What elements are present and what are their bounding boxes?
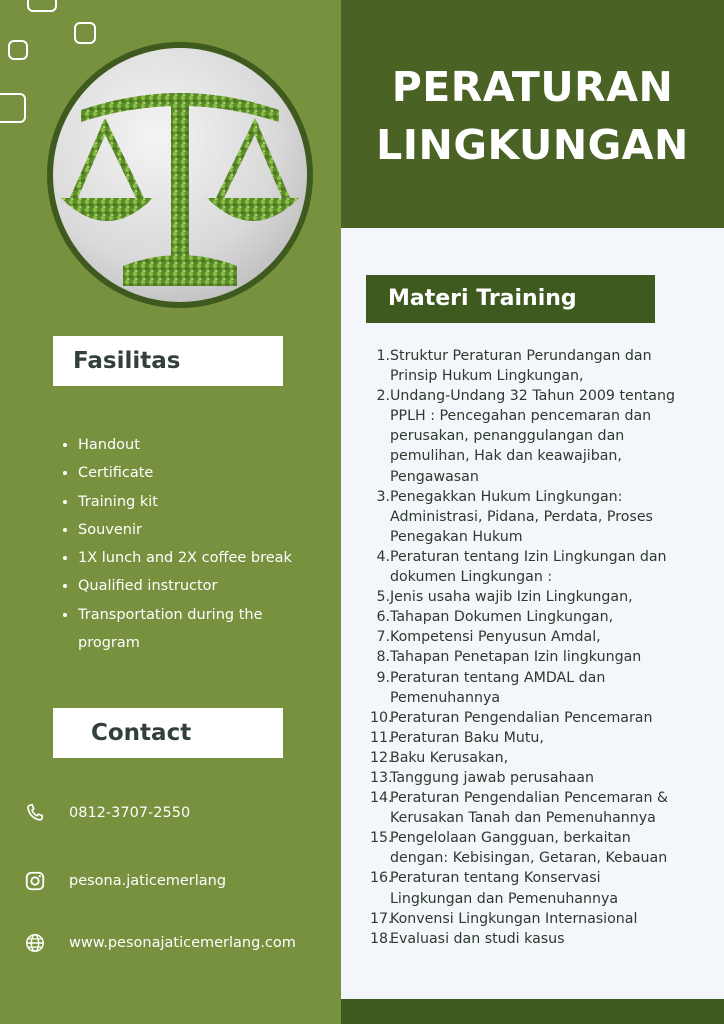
materi-item: 16. Peraturan tentang Konservasi Lingkungan dan Pemenuhannya bbox=[370, 870, 619, 907]
scales-emblem bbox=[47, 42, 313, 308]
contact-website[interactable]: www.pesonajaticemerlang.com bbox=[69, 935, 296, 951]
materi-item: 7. Kompetensi Penyusun Amdal, bbox=[376, 629, 601, 646]
decorative-square bbox=[27, 0, 57, 12]
materi-item: 17. Konvensi Lingkungan Internasional bbox=[370, 910, 638, 927]
materi-item: 5. Jenis usaha wajib Izin Lingkungan, bbox=[376, 589, 633, 606]
fasilitas-item: • Souvenir bbox=[78, 516, 292, 544]
materi-item: 11. Peraturan Baku Mutu, bbox=[370, 729, 544, 746]
fasilitas-list bbox=[60, 431, 292, 657]
fasilitas-item: • Certificate bbox=[78, 459, 292, 487]
contact-instagram[interactable]: pesona.jaticemerlang bbox=[69, 873, 227, 889]
materi-heading: Materi Training bbox=[388, 286, 577, 311]
contact-website-row bbox=[22, 930, 296, 956]
materi-item: 1. Struktur Peraturan Perundangan dan Prinsip Hukum Lingkungan, bbox=[376, 348, 652, 385]
materi-list bbox=[370, 346, 682, 949]
materi-heading-box bbox=[366, 275, 655, 323]
materi-item: 18. Evaluasi dan studi kasus bbox=[370, 930, 565, 947]
title-line-1: PERATURAN bbox=[391, 63, 674, 111]
fasilitas-item: • Handout bbox=[78, 431, 292, 459]
materi-item: 14. Peraturan Pengendalian Pencemaran & Kerusakan Tanah dan Pemenuhannya bbox=[370, 790, 669, 827]
materi-item: 6. Tahapan Dokumen Lingkungan, bbox=[376, 609, 614, 626]
decorative-square bbox=[0, 93, 26, 123]
materi-item: 3. Penegakkan Hukum Lingkungan: Administrasi, Pidana, Perdata, Proses Penegakan Hukum bbox=[376, 488, 653, 545]
contact-instagram-row bbox=[22, 868, 226, 894]
contact-heading-box bbox=[53, 708, 283, 758]
fasilitas-heading: Fasilitas bbox=[73, 348, 181, 374]
fasilitas-item: • Transportation during the program bbox=[78, 601, 278, 658]
fasilitas-item: • Qualified instructor bbox=[78, 572, 292, 600]
materi-item: 4. Peraturan tentang Izin Lingkungan dan dokumen Lingkungan : bbox=[376, 548, 667, 586]
materi-item: 2. Undang-Undang 32 Tahun 2009 tentang PPLH : Pencegahan pencemaran dan perusakan, penanggulangan dan pemulihan, Hak dan keawajiban, Pengawasan bbox=[376, 388, 675, 485]
materi-item: 15. Pengelolaan Gangguan, berkaitan dengan: Kebisingan, Getaran, Kebauan bbox=[370, 830, 668, 867]
bottom-bar bbox=[341, 999, 724, 1024]
materi-item: 8. Tahapan Penetapan Izin lingkungan bbox=[376, 649, 642, 666]
title-line-2: LINGKUNGAN bbox=[376, 121, 689, 169]
phone-icon bbox=[22, 800, 48, 826]
materi-item: 10. Peraturan Pengendalian Pencemaran bbox=[370, 709, 653, 726]
materi-item: 9. Peraturan tentang AMDAL dan Pemenuhannya bbox=[376, 669, 606, 706]
contact-phone[interactable]: 0812-3707-2550 bbox=[69, 805, 191, 821]
contact-heading: Contact bbox=[91, 720, 192, 746]
fasilitas-item: • Training kit bbox=[78, 488, 292, 516]
globe-icon bbox=[22, 930, 48, 956]
instagram-icon bbox=[22, 868, 48, 894]
decorative-square bbox=[74, 22, 96, 44]
page-title bbox=[341, 58, 724, 174]
fasilitas-heading-box bbox=[53, 336, 283, 386]
materi-item: 13. Tanggung jawab perusahaan bbox=[370, 769, 594, 786]
fasilitas-item: • 1X lunch and 2X coffee break bbox=[78, 544, 292, 572]
contact-phone-row bbox=[22, 800, 190, 826]
scales-of-justice-icon bbox=[53, 48, 307, 302]
materi-item: 12. Baku Kerusakan, bbox=[370, 749, 509, 766]
decorative-square bbox=[8, 40, 28, 60]
